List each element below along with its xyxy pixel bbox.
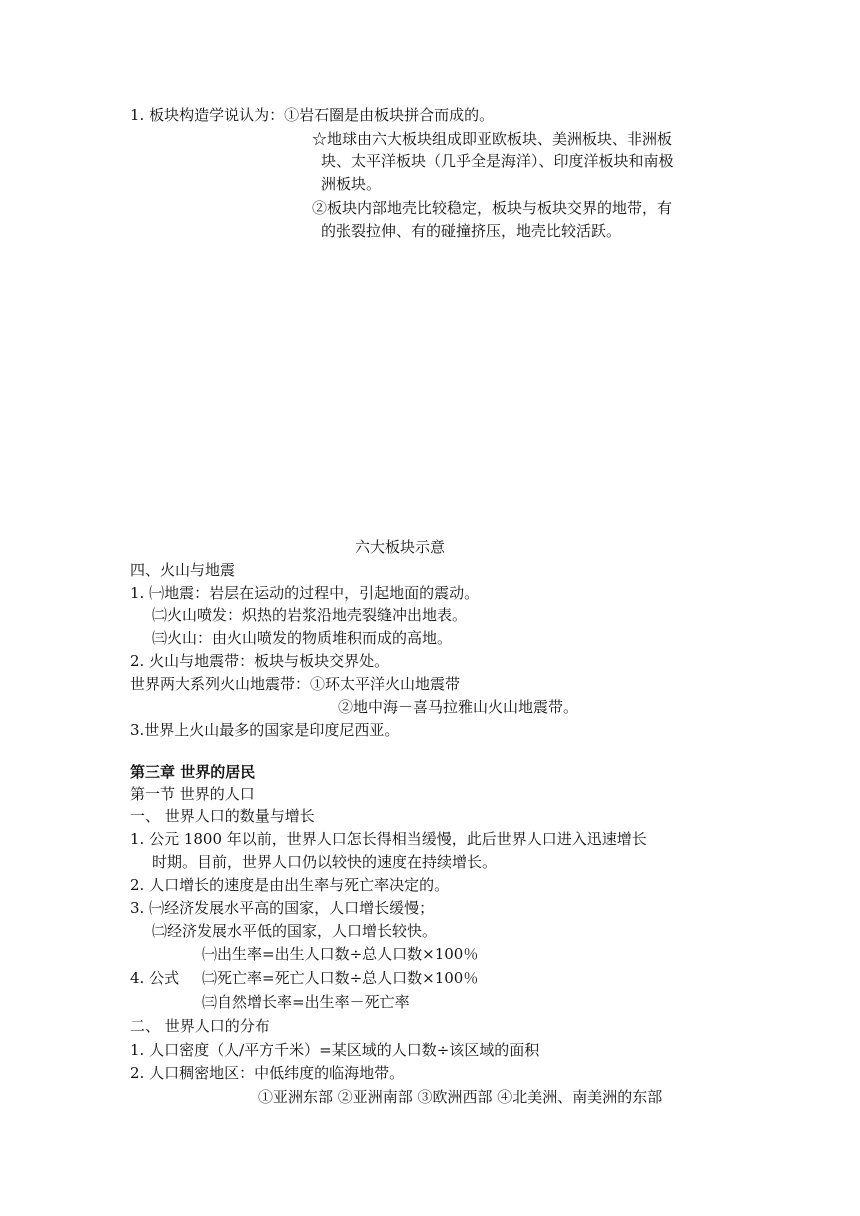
plate-theory-line-5: ②板块内部地壳比较稳定，板块与板块交界的地带，有 — [312, 199, 673, 217]
plate-theory-line-2: ☆地球由六大板块组成即亚欧板块、美洲板块、非洲板 — [312, 130, 673, 148]
belt-location: 2. 火山与地震带：板块与板块交界处。 — [130, 652, 390, 670]
density-formula: 1. 人口密度（人/平方千米）=某区域的人口数÷该区域的面积 — [130, 1041, 540, 1059]
growth-point-2: 2. 人口增长的速度是由出生率与死亡率决定的。 — [130, 876, 450, 894]
plate-theory-line-4: 洲板块。 — [321, 175, 382, 193]
most-volcanoes-fact: 3.世界上火山最多的国家是印度尼西亚。 — [130, 721, 400, 739]
formula-birth-rate: ㈠出生率=出生人口数÷总人口数×100％ — [202, 945, 479, 963]
figure-caption: 六大板块示意 — [355, 538, 446, 556]
growth-point-1b: 时期。目前，世界人口仍以较快的速度在持续增长。 — [152, 853, 498, 871]
plate-theory-line-1: 1. 板块构造学说认为：①岩石圈是由板块拼合而成的。 — [130, 106, 495, 124]
earthquake-definition: 1. ㈠地震：岩层在运动的过程中，引起地面的震动。 — [130, 584, 480, 602]
belt-list-2: ②地中海－喜马拉雅山火山地震带。 — [338, 698, 579, 716]
growth-point-3b: ㈡经济发展水平低的国家，人口增长较快。 — [152, 922, 438, 940]
growth-point-3a: 3. ㈠经济发展水平高的国家，人口增长缓慢； — [130, 899, 435, 917]
plate-map-figure-area — [130, 250, 730, 525]
dense-areas: 2. 人口稠密地区：中低纬度的临海地带。 — [130, 1064, 405, 1082]
formula-natural-growth: ㈢自然增长率=出生率－死亡率 — [202, 993, 410, 1011]
section-heading: 四、火山与地震 — [130, 561, 236, 579]
dense-areas-list: ①亚洲东部 ②亚洲南部 ③欧洲西部 ④北美洲、南美洲的东部 — [258, 1088, 663, 1106]
chapter-title: 第三章 世界的居民 — [130, 763, 256, 781]
subsection-heading-1: 一、 世界人口的数量与增长 — [130, 807, 315, 825]
section-title: 第一节 世界的人口 — [130, 785, 255, 803]
volcano-definition: ㈢火山：由火山喷发的物质堆积而成的高地。 — [152, 629, 453, 647]
subsection-heading-2: 二、 世界人口的分布 — [130, 1017, 270, 1035]
belt-list-1: 世界两大系列火山地震带：①环太平洋火山地震带 — [130, 675, 461, 693]
eruption-definition: ㈡火山喷发：炽热的岩浆沿地壳裂缝冲出地表。 — [152, 606, 468, 624]
plate-theory-line-3: 块、太平洋板块（几乎全是海洋）、印度洋板块和南极 — [321, 152, 674, 170]
formula-label: 4. 公式 — [130, 969, 180, 987]
growth-point-1a: 1. 公元 1800 年以前，世界人口怎长得相当缓慢，此后世界人口进入迅速增长 — [130, 830, 647, 848]
formula-death-rate: ㈡死亡率=死亡人口数÷总人口数×100％ — [202, 969, 479, 987]
plate-theory-line-6: 的张裂拉伸、有的碰撞挤压，地壳比较活跃。 — [321, 222, 622, 240]
